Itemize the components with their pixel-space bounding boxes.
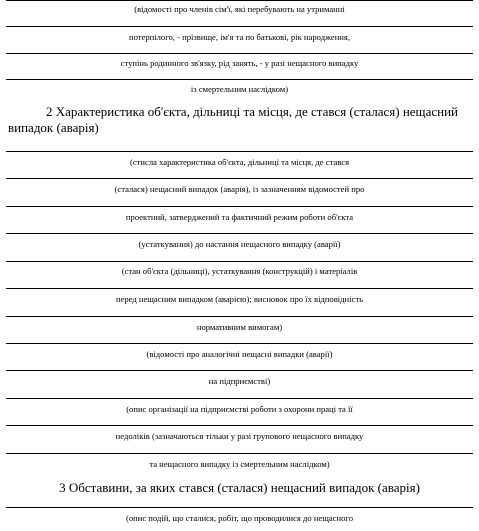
blank-line (6, 425, 473, 426)
field-caption: (опис подій, що сталися, робіт, що проводилися до нещасного (125, 513, 354, 523)
blank-line (6, 26, 473, 27)
blank-line (6, 178, 473, 179)
field-caption: із смертельним наслідком) (190, 84, 289, 94)
field-caption: (сталася) нещасний випадок (аварія), із зазначенням відомостей про (114, 184, 365, 194)
section-3-heading: 3 Обставини, за яких стався (сталася) нещасний випадок (аварія) (59, 480, 420, 495)
blank-line (6, 261, 473, 262)
blank-line (6, 398, 473, 399)
field-caption: нормативним вимогам) (196, 322, 283, 332)
field-caption: (відомості про членів сім'ї, які перебувають на утриманні (134, 4, 345, 14)
blank-line (6, 453, 473, 454)
field-caption: потерпілого, - прізвище, ім'я та по батькові, рік народження, (128, 32, 351, 42)
field-caption: (опис організації на підприємстві роботи з охорони праці та її (126, 404, 353, 414)
blank-line (6, 233, 473, 234)
blank-line (6, 151, 473, 152)
blank-line (6, 343, 473, 344)
blank-line (6, 316, 473, 317)
blank-line (6, 0, 473, 1)
field-caption: та нещасного випадку із смертельним наслідком) (149, 459, 330, 469)
field-caption: перед нещасним випадком (аварією); висновок про їх відповідність (115, 294, 364, 304)
field-caption: проектний, затверджений та фактичний режим роботи об'єкта (125, 212, 354, 222)
section-2-heading: 2 Характеристика об'єкта, дільниці та місця, де стався (сталася) нещасний випадок (аварія) (8, 104, 458, 135)
blank-line (6, 507, 473, 508)
field-caption: (устаткування) до настання нещасного випадку (аварії) (138, 239, 341, 249)
field-caption: (відомості про аналогічні нещасні випадки (аварії) (146, 349, 333, 359)
field-caption: недоліків (зазначаються тільки у разі групового нещасного випадку (115, 431, 364, 441)
field-caption: (стисла характеристика об'єкта, дільниці та місця, де стався (129, 157, 350, 167)
blank-line (6, 288, 473, 289)
blank-line (6, 53, 473, 54)
field-caption: на підприємстві) (208, 376, 271, 386)
field-caption: (стан об'єкта (дільниці), устаткування (конструкцій) і матеріалів (121, 266, 358, 276)
field-caption: ступінь родинного зв'язку, рід занять, - у разі нещасного випадку (120, 58, 359, 68)
blank-line (6, 370, 473, 371)
blank-line (6, 79, 473, 80)
blank-line (6, 206, 473, 207)
